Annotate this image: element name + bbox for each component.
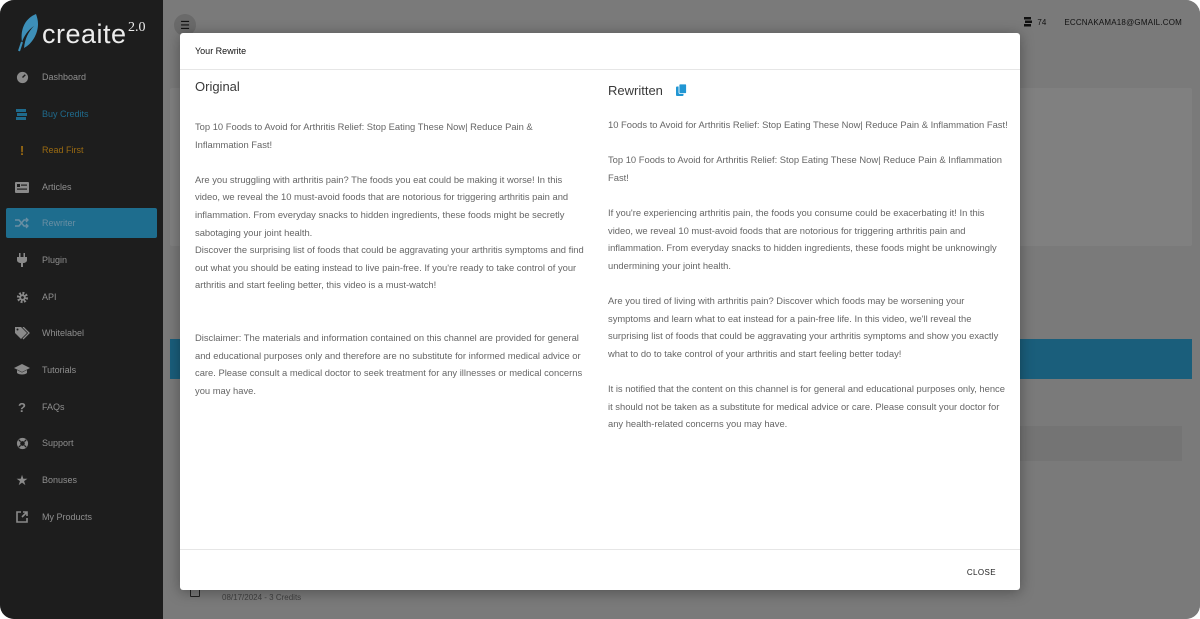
modal-header (180, 33, 1020, 70)
original-column (195, 79, 585, 400)
close-button[interactable]: CLOSE (966, 568, 996, 577)
rewrite-modal (180, 33, 1020, 590)
sidebar-item-support[interactable] (6, 428, 157, 458)
rewritten-paragraph: Are you tired of living with arthritis pain? Discover which foods may be worsening your symptoms and learn what to eat instead for a pain-free life. In this video, we'll reveal the surprising list of foods that could be aggravating your arthritis symptoms and show you exactly what to do to take control of your arthritis and start feeling better today! (608, 294, 999, 359)
sidebar-item-articles[interactable] (6, 172, 157, 202)
original-paragraph: Disclaimer: The materials and information contained on this channel are provided for general and educational purposes only and therefore are no substitute for informed medical advice or care. Please consult a medical doctor to seek treatment for any illnesses or medical concerns you may have. (195, 332, 583, 396)
original-heading: Original (195, 78, 240, 94)
sidebar-item-my-products[interactable] (6, 502, 157, 532)
sidebar-item-label: API (42, 292, 57, 302)
sidebar-item-label: FAQs (42, 402, 65, 412)
plug-icon (14, 252, 30, 268)
star-icon: ★ (15, 471, 29, 488)
copy-icon[interactable] (676, 84, 687, 96)
credits-icon (14, 106, 30, 122)
sidebar-item-label: Bonuses (42, 475, 78, 485)
modal-footer (180, 549, 1020, 550)
rewritten-paragraph: Top 10 Foods to Avoid for Arthritis Relief: Stop Eating These Now| Reduce Pain & Inflammation Fast! (608, 154, 1002, 183)
rewritten-heading: Rewritten (608, 82, 663, 98)
brand-version: 2.0 (128, 20, 146, 35)
credits-icon (1023, 17, 1033, 27)
brand-logo[interactable] (14, 10, 159, 56)
sidebar-item-label: Rewriter (42, 218, 76, 228)
brand-name: creaite (42, 19, 127, 49)
credit-count: 74 (1037, 17, 1047, 27)
sidebar-item-label: Whitelabel (42, 328, 85, 338)
graduation-cap-icon (14, 362, 30, 378)
rewritten-paragraph: It is notified that the content on this channel is for general and educational purposes only, hence it should not be taken as a substitute for medical advice or care. Please consult your doctor for any health-related concerns you may have. (608, 382, 1005, 430)
exclamation-icon: ! (19, 142, 25, 158)
original-paragraph: Top 10 Foods to Avoid for Arthritis Relief: Stop Eating These Now| Reduce Pain & Inflammation Fast! (195, 121, 533, 150)
original-paragraph: Discover the surprising list of foods that could be aggravating your arthritis symptoms and find out what you should be eating instead to live pain-free. If you're ready to take control of your arthritis and start feeling better, this video is a must-watch! (195, 244, 584, 291)
history-filter-bar (1020, 426, 1182, 461)
sidebar-item-label: Articles (42, 182, 72, 192)
tags-icon (14, 325, 30, 341)
original-paragraph: Are you struggling with arthritis pain? The foods you eat could be making it worse! In this video, we reveal the 10 must-avoid foods that are notorious for triggering arthritis pain and inflammation. From everyday snacks to hidden ingredients, these foods might be secretly sabotaging your joint health. (195, 173, 569, 238)
sidebar-item-label: Read First (42, 145, 84, 155)
articles-icon (14, 179, 30, 195)
sidebar-item-rewriter[interactable] (6, 208, 157, 238)
sidebar-item-label: Support (42, 438, 74, 448)
account-bar (1023, 17, 1182, 27)
sidebar-item-tutorials[interactable] (6, 355, 157, 385)
dashboard-icon (14, 69, 30, 85)
sidebar-item-faqs[interactable] (6, 392, 157, 422)
sidebar-item-whitelabel[interactable] (6, 318, 157, 348)
gear-icon (14, 289, 30, 305)
rewritten-paragraph: If you're experiencing arthritis pain, the foods you consume could be exacerbating it! In this video, we reveal 10 must-avoid foods that are notorious for triggering arthritis pain and inflammation. From everyday snacks to hidden ingredients, these foods might be unknowingly undermining your joint health. (608, 206, 997, 271)
sidebar-item-label: Dashboard (42, 72, 87, 82)
rewritten-column (608, 79, 1008, 433)
user-email[interactable]: ECCNAKAMA18@GMAIL.COM (1064, 17, 1182, 27)
modal-title: Your Rewrite (195, 46, 247, 56)
sidebar-item-label: Tutorials (42, 365, 77, 375)
sidebar-item-label: My Products (42, 512, 93, 522)
sidebar-item-read-first[interactable] (6, 135, 157, 165)
sidebar-item-api[interactable] (6, 282, 157, 312)
row-date: 08/17/2024 - 3 Credits (222, 593, 302, 602)
sidebar-item-label: Plugin (42, 255, 68, 265)
sidebar-item-label: Buy Credits (42, 109, 89, 119)
lifebuoy-icon (14, 435, 30, 451)
sidebar-item-dashboard[interactable] (6, 62, 157, 92)
rewritten-paragraph: 10 Foods to Avoid for Arthritis Relief: Stop Eating These Now| Reduce Pain & Inflammation Fast! (608, 119, 1008, 130)
external-link-icon (14, 509, 30, 525)
sidebar (0, 0, 163, 619)
question-icon: ? (18, 399, 26, 415)
hamburger-icon: ☰ (180, 19, 190, 32)
feather-icon (16, 12, 44, 52)
sidebar-item-plugin[interactable] (6, 245, 157, 275)
shuffle-icon (14, 215, 30, 231)
sidebar-item-buy-credits[interactable] (6, 99, 157, 129)
sidebar-item-bonuses[interactable] (6, 465, 157, 495)
